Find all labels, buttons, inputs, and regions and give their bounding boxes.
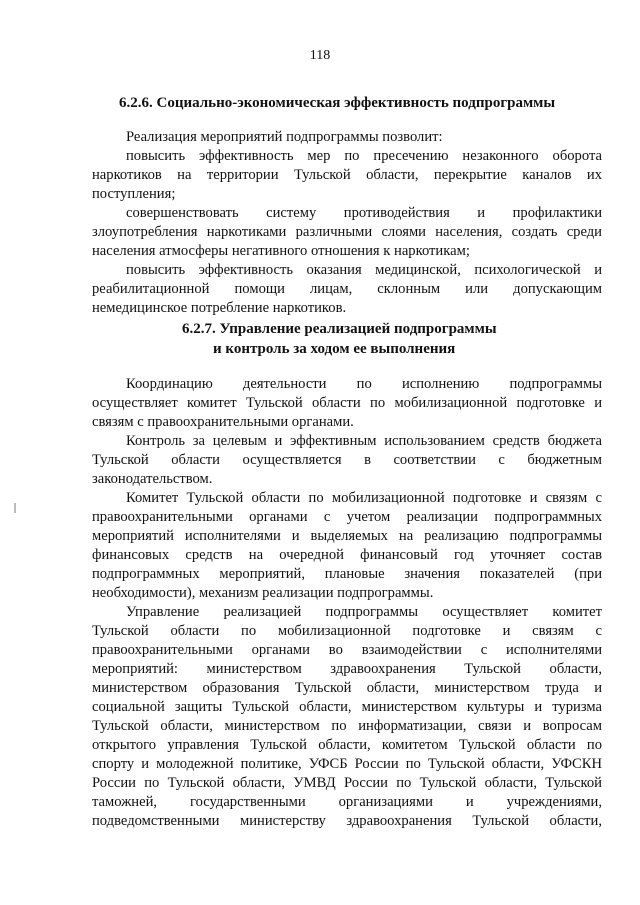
text-line: Комитет Тульской области по мобилизационной подготовке и связям с [126, 490, 602, 506]
text-line: Координацию деятельности по исполнению подпрограммы [126, 376, 602, 392]
section-6-2-7-heading-line1: 6.2.7. Управление реализацией подпрограммы [182, 321, 497, 337]
section-6-2-6-heading: 6.2.6. Социально-экономическая эффективность подпрограммы [119, 95, 556, 111]
text-line: открытого управления Тульской области, комитетом Тульской области по [92, 737, 602, 753]
section-6-2-7-body [92, 375, 602, 831]
section-6-2-6-body [92, 128, 602, 318]
text-line: мероприятий: министерством здравоохранения Тульской области, [92, 661, 602, 677]
text-line: злоупотребления наркотиками различными слоями населения, создать среди [92, 224, 602, 240]
section-6-2-7-heading-line2: и контроль за ходом ее выполнения [213, 341, 456, 357]
text-line: Тульской области, министерством по информатизации, связи и вопросам [92, 718, 602, 734]
page-number: 118 [309, 48, 331, 63]
text-line: Тульской области осуществляется в соответствии с бюджетным [92, 452, 602, 468]
text-line: связям с правоохранительными органами. [92, 414, 354, 430]
text-line: правоохранительными органами во взаимодействии с исполнителями [92, 642, 602, 658]
text-line: поступления; [92, 186, 176, 202]
text-line: повысить эффективность оказания медицинской, психологической и [126, 262, 602, 278]
text-line: немедицинское потребление наркотиков. [92, 300, 347, 316]
text-line: необходимости), механизм реализации подпрограммы. [92, 585, 434, 601]
text-line: реабилитационной помощи лицам, склонным или допускающим [92, 281, 602, 297]
text-line: населения атмосферы негативного отношения к наркотикам; [92, 243, 470, 259]
text-line: повысить эффективность мер по пресечению незаконного оборота [126, 148, 602, 164]
text-line: министерством образования Тульской области, министерством труда и [92, 680, 602, 696]
text-line: спорту и молодежной политике, УФСБ России по Тульской области, УФСКН [92, 756, 602, 772]
text-line: Контроль за целевым и эффективным использованием средств бюджета [126, 433, 602, 449]
text-line: финансовых средств на очередной финансовый год уточняет состав [92, 547, 602, 563]
text-line: мероприятий исполнителями и выделяемых на реализацию подпрограммы [92, 528, 602, 544]
text-line: совершенствовать систему противодействия и профилактики [126, 205, 602, 221]
text-line: подпрограммных мероприятий, плановые значения показателей (при [92, 566, 602, 582]
text-line: России по Тульской области, УМВД России по Тульской области, Тульской [92, 775, 602, 791]
text-line: Управление реализацией подпрограммы осуществляет комитет [126, 604, 602, 620]
scan-mark [14, 503, 16, 513]
text-line: законодательством. [92, 471, 213, 487]
text-line: осуществляет комитет Тульской области по мобилизационной подготовке и [92, 395, 602, 411]
text-line: подведомственными министерству здравоохранения Тульской области, [92, 813, 602, 829]
text-line: наркотиков на территории Тульской области, перекрытие каналов их [92, 167, 602, 183]
text-line: Тульской области по мобилизационной подготовке и связям с [92, 623, 602, 639]
text-line: Реализация мероприятий подпрограммы позволит: [126, 129, 443, 145]
text-line: социальной защиты Тульской области, министерством культуры и туризма [92, 699, 602, 715]
text-line: таможней, государственными организациями и учреждениями, [92, 794, 602, 810]
text-line: правоохранительными органами с учетом реализации подпрограммных [92, 509, 602, 525]
